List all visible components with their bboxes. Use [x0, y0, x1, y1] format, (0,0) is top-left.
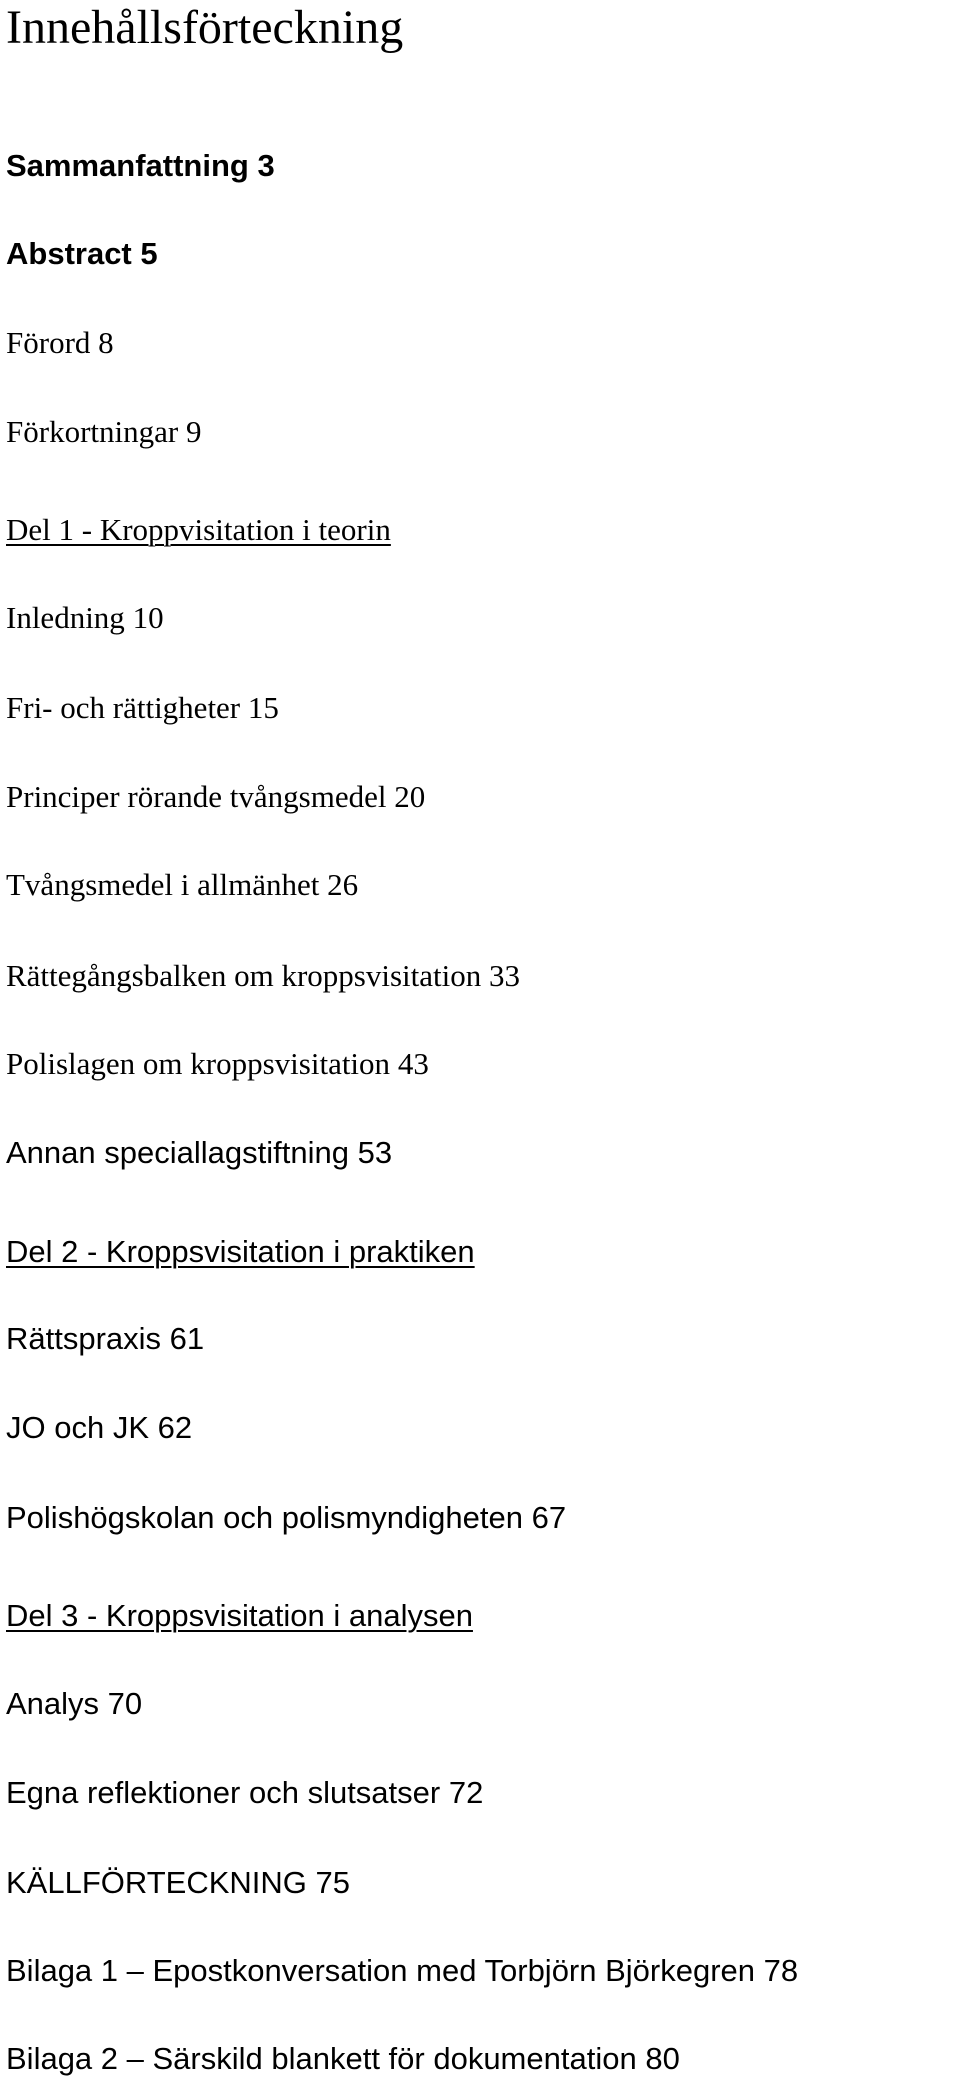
toc-entry[interactable] — [6, 1321, 204, 1357]
toc-entry-page: 78 — [763, 1953, 799, 1988]
toc-entry[interactable] — [6, 1775, 483, 1811]
toc-part-heading[interactable] — [6, 1598, 473, 1634]
toc-entry[interactable] — [6, 2041, 680, 2077]
toc-entry[interactable] — [6, 236, 158, 272]
toc-entry-label: Inledning — [6, 600, 125, 635]
toc-title: Innehållsförteckning — [6, 1, 404, 54]
toc-entry-page: 53 — [357, 1135, 393, 1170]
toc-entry[interactable] — [6, 1953, 798, 1989]
toc-entry-page: 10 — [132, 600, 164, 635]
toc-entry[interactable] — [6, 325, 114, 361]
toc-entry[interactable] — [6, 1135, 392, 1171]
toc-entry-label: Tvångsmedel i allmänhet — [6, 867, 320, 902]
toc-entry-page: 67 — [531, 1500, 567, 1535]
toc-entry[interactable] — [6, 148, 275, 184]
toc-entry-page: 3 — [257, 148, 275, 183]
toc-entry-label: Förord — [6, 325, 91, 360]
toc-entry[interactable] — [6, 1046, 429, 1082]
toc-entry-page: 43 — [397, 1046, 429, 1081]
toc-entry[interactable] — [6, 958, 520, 994]
toc-entry-page: 26 — [327, 867, 359, 902]
toc-entry-page: 62 — [157, 1410, 193, 1445]
toc-entry-label: Del 3 - Kroppsvisitation i analysen — [6, 1598, 473, 1633]
toc-entry-page: 61 — [169, 1321, 205, 1356]
toc-entry-label: Förkortningar — [6, 414, 179, 449]
toc-entry-label: Bilaga 2 – Särskild blankett för dokumentation — [6, 2041, 637, 2076]
toc-entry[interactable] — [6, 600, 164, 636]
toc-entry-label: Annan speciallagstiftning — [6, 1135, 349, 1170]
toc-entry-label: Bilaga 1 – Epostkonversation med Torbjörn Björkegren — [6, 1953, 756, 1988]
toc-entry[interactable] — [6, 414, 201, 450]
toc-entry-page: 70 — [107, 1686, 143, 1721]
toc-entry-label: KÄLLFÖRTECKNING — [6, 1865, 307, 1900]
toc-entry-label: Del 2 - Kroppsvisitation i praktiken — [6, 1234, 475, 1269]
toc-entry-page: 72 — [448, 1775, 484, 1810]
toc-entry-label: Rättspraxis — [6, 1321, 162, 1356]
toc-entry-label: Del 1 - Kroppvisitation i teorin — [6, 512, 391, 547]
toc-part-heading[interactable] — [6, 1234, 475, 1270]
toc-entry[interactable] — [6, 1500, 566, 1536]
toc-part-heading[interactable] — [6, 512, 391, 548]
toc-entry-page: 5 — [140, 236, 158, 271]
toc-entry-page: 20 — [394, 779, 426, 814]
toc-entry-page: 9 — [185, 414, 202, 449]
toc-entry-label: Sammanfattning — [6, 148, 249, 183]
toc-entry[interactable] — [6, 867, 358, 903]
toc-entry[interactable] — [6, 690, 279, 726]
toc-entry-page: 33 — [489, 958, 521, 993]
toc-entry[interactable] — [6, 1865, 350, 1901]
toc-entry-label: Egna reflektioner och slutsatser — [6, 1775, 441, 1810]
toc-entry-label: JO och JK — [6, 1410, 149, 1445]
toc-entry-label: Abstract — [6, 236, 132, 271]
toc-entry-label: Fri- och rättigheter — [6, 690, 241, 725]
toc-entry[interactable] — [6, 779, 425, 815]
toc-entry-label: Polislagen om kroppsvisitation — [6, 1046, 391, 1081]
toc-entry-label: Principer rörande tvångsmedel — [6, 779, 387, 814]
toc-entry-label: Rättegångsbalken om kroppsvisitation — [6, 958, 482, 993]
toc-entry-page: 15 — [247, 690, 279, 725]
toc-entry-page: 8 — [98, 325, 114, 360]
toc-entry-label: Analys — [6, 1686, 100, 1721]
toc-entry-label: Polishögskolan och polismyndigheten — [6, 1500, 523, 1535]
toc-entry[interactable] — [6, 1410, 192, 1446]
toc-entry[interactable] — [6, 1686, 142, 1722]
toc-entry-page: 80 — [645, 2041, 680, 2076]
toc-entry-page: 75 — [315, 1865, 350, 1900]
